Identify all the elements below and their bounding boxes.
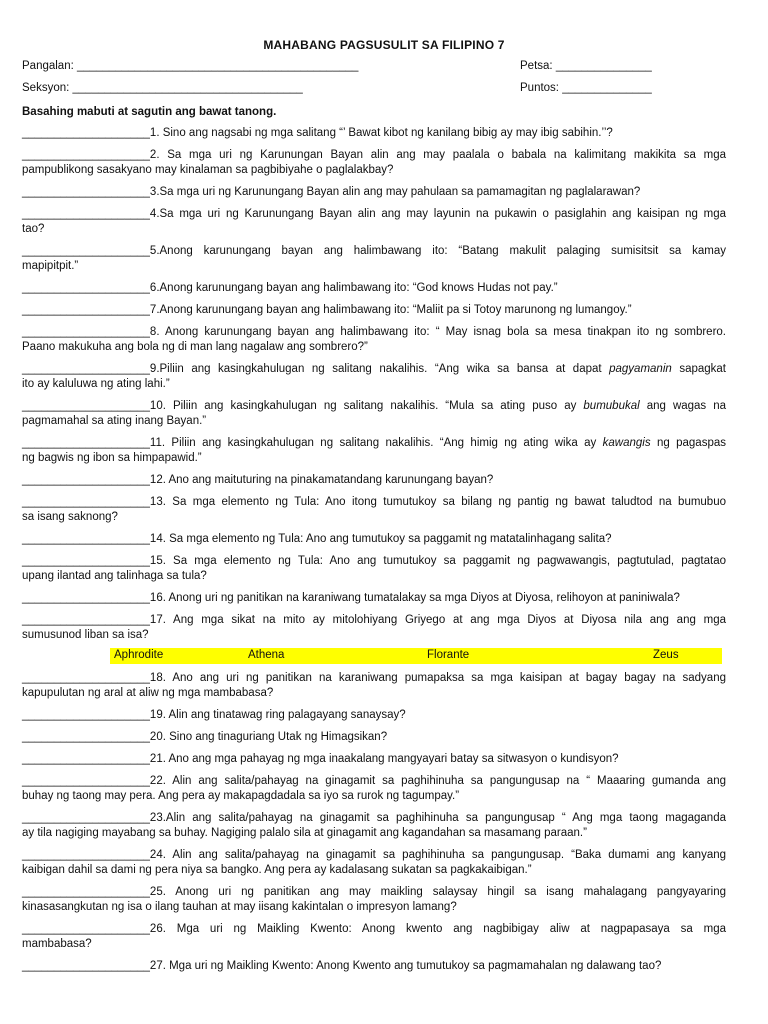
question-13 xyxy=(22,495,726,525)
answer-blank-13[interactable]: ____________________ xyxy=(22,496,150,508)
answer-blank-2[interactable]: ____________________ xyxy=(22,149,150,161)
question-21 xyxy=(22,752,726,767)
choice-athena[interactable]: Athena xyxy=(248,649,285,661)
question-11-text-post: ng pagaspas xyxy=(656,437,726,449)
question-18-text-cont: kapupulutan ng aral at aliw ng mga mambabasa? xyxy=(22,687,274,699)
question-7-text: 7.Anong karunungang bayan ang halimbawang ito: “Maliit pa si Totoy marunong ng lumangoy.” xyxy=(149,304,632,316)
question-24 xyxy=(22,848,726,878)
question-16 xyxy=(22,591,726,606)
question-5-text: 5.Anong karunungang bayan ang halimbawang ito: “Batang makulit palaging sumisitsit sa kamay xyxy=(149,245,726,257)
question-20 xyxy=(22,730,726,745)
question-5 xyxy=(22,244,726,274)
answer-blank-17[interactable]: ____________________ xyxy=(22,614,150,626)
question-15-text-cont: upang ilantad ang talinhaga sa tula? xyxy=(22,570,207,582)
question-4-text: 4.Sa mga uri ng Karunungang Bayan alin ang may layunin na pukawin o pasiglahin ang kaisipan ng mga xyxy=(149,208,726,220)
question-20-text: 20. Sino ang tinaguriang Utak ng Himagsikan? xyxy=(149,731,388,743)
question-13-text: 13. Sa mga elemento ng Tula: Ano itong tumutukoy sa bilang ng pantig ng bawat taludtod na bumubuo xyxy=(149,496,726,508)
question-13-text-cont: sa isang saknong? xyxy=(22,511,118,523)
answer-blank-18[interactable]: ____________________ xyxy=(22,672,150,684)
name-blank[interactable]: ____________________________________________ xyxy=(77,60,359,72)
question-15-text: 15. Sa mga elemento ng Tula: Ano ang tumutukoy sa paggamit ng pagwawangis, pagtutulad, pagtatao xyxy=(149,555,726,567)
question-26 xyxy=(22,922,726,952)
answer-blank-10[interactable]: ____________________ xyxy=(22,400,150,412)
answer-blank-24[interactable]: ____________________ xyxy=(22,849,150,861)
question-5-text-cont: mapipitpit.” xyxy=(22,260,79,272)
answer-blank-21[interactable]: ____________________ xyxy=(22,753,150,765)
question-25-text: 25. Anong uri ng panitikan ang may maikling salaysay hingil sa isang mahalagang pangyayaring xyxy=(149,886,726,898)
date-blank[interactable]: _______________ xyxy=(555,60,652,72)
question-23 xyxy=(22,811,726,841)
choices-highlight-bar xyxy=(110,648,722,664)
question-26-text: 26. Mga uri ng Maikling Kwento: Anong kwento ang nagbibigay aliw at nagpapasaya sa mga xyxy=(149,923,726,935)
answer-blank-3[interactable]: ____________________ xyxy=(22,186,150,198)
question-8 xyxy=(22,325,726,355)
answer-blank-4[interactable]: ____________________ xyxy=(22,208,150,220)
date-label: Petsa: xyxy=(520,60,553,72)
question-8-text: 8. Anong karunungang bayan ang halimbawang ito: “ May isnag bola sa mesa tinakpan ito ng sombrero. xyxy=(149,326,726,338)
question-6 xyxy=(22,281,726,296)
question-24-text: 24. Alin ang salita/pahayag na ginagamit sa paghihinuha sa pangungusap. “Baka dumami ang kanyang xyxy=(149,849,726,861)
answer-blank-23[interactable]: ____________________ xyxy=(22,812,150,824)
question-11 xyxy=(22,436,726,466)
header-row-name-date xyxy=(22,60,726,82)
answer-blank-25[interactable]: ____________________ xyxy=(22,886,150,898)
question-10-text-cont: pagmamahal sa ating inang Bayan.” xyxy=(22,415,207,427)
score-blank[interactable]: ______________ xyxy=(562,82,652,94)
question-16-text: 16. Anong uri ng panitikan na karaniwang tumatalakay sa mga Diyos at Diyosa, relihoyon at paniniwala? xyxy=(149,592,680,604)
date-field[interactable] xyxy=(520,60,652,72)
exam-page xyxy=(22,38,726,981)
question-18-text: 18. Ano ang uri ng panitikan na karaniwang pumapaksa sa mga kaisipan at bagay bagay na sadyang xyxy=(149,672,726,684)
question-19-text: 19. Alin ang tinatawag ring palagayang sanaysay? xyxy=(149,709,406,721)
question-17-choices xyxy=(22,648,726,664)
answer-blank-27[interactable]: ____________________ xyxy=(22,960,150,972)
choice-zeus[interactable]: Zeus xyxy=(653,649,679,661)
question-18 xyxy=(22,671,726,701)
score-field[interactable] xyxy=(520,82,652,94)
question-4 xyxy=(22,207,726,237)
choice-aphrodite[interactable]: Aphrodite xyxy=(114,649,164,661)
question-22 xyxy=(22,774,726,804)
answer-blank-6[interactable]: ____________________ xyxy=(22,282,150,294)
question-9-highlight-word: pagyamanin xyxy=(609,363,672,375)
question-14-text: 14. Sa mga elemento ng Tula: Ano ang tumutukoy sa paggamit ng matatalinhagang salita? xyxy=(149,533,612,545)
question-11-highlight-word: kawangis xyxy=(602,437,651,449)
name-label: Pangalan: xyxy=(22,60,74,72)
answer-blank-1[interactable]: ____________________ xyxy=(22,127,150,139)
answer-blank-5[interactable]: ____________________ xyxy=(22,245,150,257)
question-10-text: 10. Piliin ang kasingkahulugan ng salitang nakalihis. “Mula sa ating puso ay xyxy=(149,400,577,412)
answer-blank-16[interactable]: ____________________ xyxy=(22,592,150,604)
question-27-text: 27. Mga uri ng Maikling Kwento: Anong Kwento ang tumutukoy sa pagmamahalan ng dalawang tao? xyxy=(149,960,662,972)
question-22-text-cont: buhay ng taong may pera. Ang pera ay makapagdadala sa iyo sa rurok ng tagumpay.” xyxy=(22,790,460,802)
question-24-text-cont: kaibigan dahil sa dami ng pera niya sa bangko. Ang pera ay kadalasang sukatan sa pagkakaibigan.” xyxy=(22,864,532,876)
question-9-text-cont: ito ay kaluluwa ng ating lahi.” xyxy=(22,378,170,390)
answer-blank-19[interactable]: ____________________ xyxy=(22,709,150,721)
question-27 xyxy=(22,959,726,974)
header-row-section-score xyxy=(22,82,726,104)
answer-blank-8[interactable]: ____________________ xyxy=(22,326,150,338)
page-title: MAHABANG PAGSUSULIT SA FILIPINO 7 xyxy=(263,38,505,52)
question-14 xyxy=(22,532,726,547)
question-17-text: 17. Ang mga sikat na mito ay mitolohiyang Griyego at ang mga Diyos at Diyosa nila ang ang mga xyxy=(149,614,726,626)
section-field[interactable] xyxy=(22,82,303,94)
question-8-text-cont: Paano makukuha ang bola ng di man lang nagalaw ang sombrero?” xyxy=(22,341,368,353)
question-25-text-cont: kinasasangkutan ng isa o ilang tauhan at may iisang kakintalan o impresyon lamang? xyxy=(22,901,457,913)
section-blank[interactable]: ____________________________________ xyxy=(72,82,303,94)
question-9 xyxy=(22,362,726,392)
choice-florante[interactable]: Florante xyxy=(427,649,470,661)
instructions: Basahing mabuti at sagutin ang bawat tanong. xyxy=(22,106,277,118)
question-11-text: 11. Piliin ang kasingkahulugan ng salitang nakalihis. “Ang himig ng ating wika ay xyxy=(149,437,597,449)
question-9-text-post: sapagkat xyxy=(679,363,726,375)
question-21-text: 21. Ano ang mga pahayag ng mga inaakalang mangyayari batay sa sitwasyon o kundisyon? xyxy=(149,753,619,765)
question-7 xyxy=(22,303,726,318)
question-10 xyxy=(22,399,726,429)
question-17 xyxy=(22,613,726,643)
question-2-text-cont: pampublikong sasakyano may kinalaman sa pagbibiyahe o paglalakbay? xyxy=(22,164,394,176)
question-4-text-cont: tao? xyxy=(22,223,45,235)
question-6-text: 6.Anong karunungang bayan ang halimbawang ito: “God knows Hudas not pay.” xyxy=(149,282,558,294)
question-23-text-cont: ay tila nagiging mayabang sa buhay. Nagiging palalo sila at ginagamit ang kagandahan sa masamang paraan.” xyxy=(22,827,587,839)
answer-blank-22[interactable]: ____________________ xyxy=(22,775,150,787)
answer-blank-15[interactable]: ____________________ xyxy=(22,555,150,567)
question-10-highlight-word: bumubukal xyxy=(583,400,640,412)
answer-blank-11[interactable]: ____________________ xyxy=(22,437,150,449)
question-25 xyxy=(22,885,726,915)
answer-blank-7[interactable]: ____________________ xyxy=(22,304,150,316)
section-label: Seksyon: xyxy=(22,82,70,94)
question-17-text-cont: sumusunod liban sa isa? xyxy=(22,629,149,641)
question-11-text-cont: ng bagwis ng ibon sa himpapawid.” xyxy=(22,452,202,464)
question-12-text: 12. Ano ang maituturing na pinakamatandang karunungang bayan? xyxy=(149,474,494,486)
question-10-text-post: ang wagas na xyxy=(646,400,727,412)
question-3 xyxy=(22,185,726,200)
question-23-text: 23.Alin ang salita/pahayag na ginagamit sa paghihinuha sa pangungusap “ Ang mga taong magaganda xyxy=(149,812,726,824)
question-1-text: 1. Sino ang nagsabi ng mga salitang “’ Bawat kibot ng kanilang bibig ay may ibig sabihin.’’? xyxy=(149,127,613,139)
answer-blank-14[interactable]: ____________________ xyxy=(22,533,150,545)
question-12 xyxy=(22,473,726,488)
question-15 xyxy=(22,554,726,584)
question-2-text: 2. Sa mga uri ng Karunungan Bayan alin ang may paalala o babala na kalimitang makikita sa mga xyxy=(149,149,726,161)
question-1 xyxy=(22,126,726,141)
answer-blank-12[interactable]: ____________________ xyxy=(22,474,150,486)
answer-blank-20[interactable]: ____________________ xyxy=(22,731,150,743)
answer-blank-9[interactable]: ____________________ xyxy=(22,363,150,375)
question-9-text: 9.Piliin ang kasingkahulugan ng salitang nakalihis. “Ang wika sa bansa at dapat xyxy=(149,363,602,375)
answer-blank-26[interactable]: ____________________ xyxy=(22,923,150,935)
question-22-text: 22. Alin ang salita/pahayag na ginagamit sa paghihinuha sa pangungusap na “ Maaaring gumanda ang xyxy=(149,775,726,787)
question-2 xyxy=(22,148,726,178)
question-3-text: 3.Sa mga uri ng Karunungang Bayan alin ang may pahulaan sa pamamagitan ng paglalarawan? xyxy=(149,186,641,198)
question-19 xyxy=(22,708,726,723)
question-26-text-cont: mambabasa? xyxy=(22,938,92,950)
name-field[interactable] xyxy=(22,60,358,72)
score-label: Puntos: xyxy=(520,82,559,94)
